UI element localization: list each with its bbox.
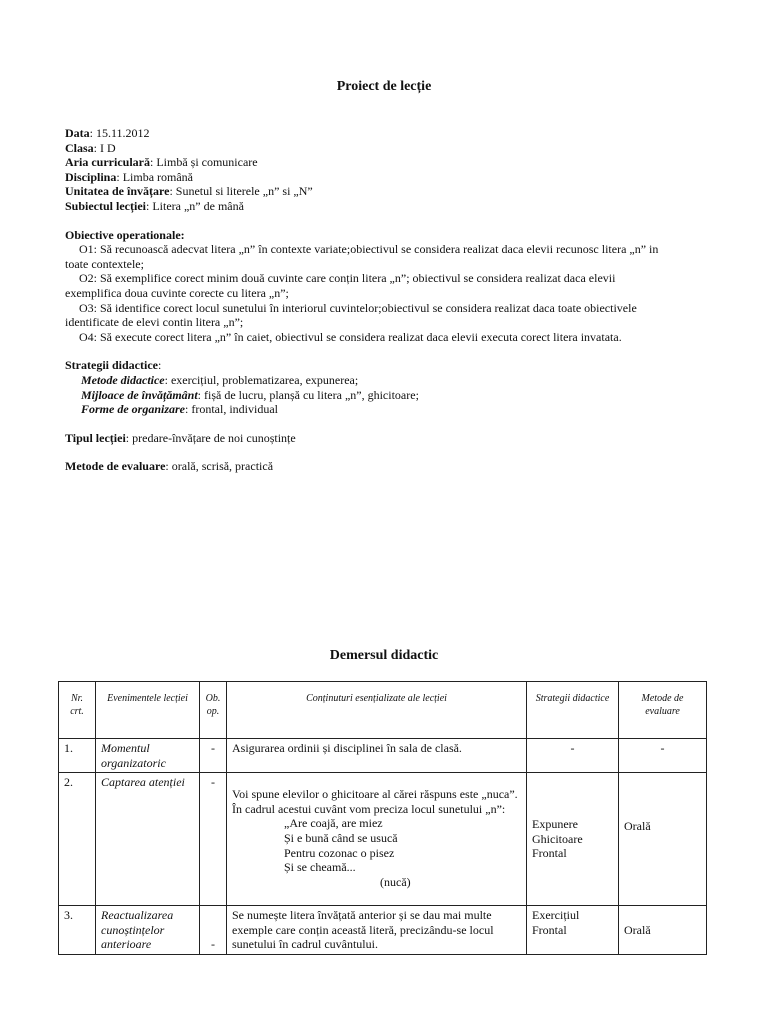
objective-2: O2: Să exemplifice corect minim două cuvinte care conțin litera „n”; obiectivul se considera realizat daca elevii exemplifica doua cuvinte corecte cu litera „n”;	[65, 271, 616, 300]
riddle-answer: (nucă)	[380, 874, 411, 889]
cell-ob: -	[200, 906, 227, 955]
cell-strategies: Expunere Ghicitoare Frontal	[527, 773, 619, 906]
cell-evaluation: -	[619, 739, 707, 773]
cell-event: Momentul organizatoric	[96, 739, 200, 773]
strategy-methods: Metode didactice: exercițiul, problematizarea, expunerea;	[81, 372, 359, 387]
cell-content: Asigurarea ordinii și disciplinei în sala de clasă.	[227, 739, 527, 773]
cell-strategies: -	[527, 739, 619, 773]
poem-line: Și se cheamă...	[284, 860, 356, 875]
cell-ob: -	[200, 773, 227, 906]
field-class: Clasa: I D	[65, 140, 116, 155]
header-content: Conținuturi esențializate ale lecției	[227, 682, 527, 739]
riddle-poem	[232, 816, 521, 889]
field-date: Data: 15.11.2012	[65, 126, 150, 140]
header-nr: Nr. crt.	[59, 682, 96, 739]
field-learning-unit: Unitatea de învățare: Sunetul si literele „n” si „N”	[65, 184, 313, 199]
field-discipline: Disciplina: Limba română	[65, 169, 193, 184]
objective-4: O4: Să execute corect litera „n” în caiet, obiectivul se considera realizat daca elevii executa corect litera invatata.	[79, 329, 622, 344]
objective-3: O3: Să identifice corect locul sunetului în interiorul cuvintelor;obiectivul se considera realizat daca toate obiectivele identificate de elevi contin litera „n”;	[65, 300, 637, 330]
lesson-header	[65, 126, 725, 474]
lesson-steps-table	[58, 681, 707, 955]
lesson-type: Tipul lecției: predare-învățare de noi cunoștințe	[65, 430, 296, 445]
field-lesson-subject: Subiectul lecției: Litera „n” de mână	[65, 198, 244, 213]
strategy-organization: Forme de organizare: frontal, individual	[81, 402, 278, 417]
cell-content	[227, 773, 527, 906]
table-row	[59, 739, 707, 773]
objective-1: O1: Să recunoască adecvat litera „n” în contexte variate;obiectivul se considera realizat daca elevii recunosc litera „n” in toate contextele;	[65, 242, 659, 271]
cell-content: Se numește litera învățată anterior și se dau mai multe exemple care conțin această literă, precizându-se locul sunetului în cadrul cuvântului.	[227, 906, 527, 955]
header-evaluation: Metode de evaluare	[619, 682, 707, 739]
cell-event: Captarea atenției	[96, 773, 200, 906]
cell-strategies: Exercițiul Frontal	[527, 906, 619, 955]
document-title: Proiect de lecție	[336, 79, 432, 94]
table-row	[59, 906, 707, 955]
header-ob: Ob. op.	[200, 682, 227, 739]
cell-event: Reactualizarea cunoștințelor anterioare	[96, 906, 200, 955]
table-row	[59, 773, 707, 906]
strategies-heading: Strategii didactice:	[65, 358, 162, 373]
strategy-resources: Mijloace de învățământ: fișă de lucru, planșă cu litera „n”, ghicitoare;	[81, 387, 419, 402]
poem-line: Și e bună când se usucă	[284, 830, 398, 845]
header-strategies: Strategii didactice	[527, 682, 619, 739]
evaluation-methods: Metode de evaluare: orală, scrisă, practică	[65, 459, 274, 474]
table-title: Demersul didactic	[329, 648, 439, 663]
objectives-heading: Obiective operationale:	[65, 227, 185, 242]
table-header-row	[59, 682, 707, 739]
poem-line: Pentru cozonac o pisez	[284, 845, 395, 860]
cell-evaluation: Orală	[619, 773, 707, 906]
cell-nr: 3.	[59, 906, 96, 955]
cell-ob: -	[200, 739, 227, 773]
cell-evaluation: Orală	[619, 906, 707, 955]
header-events: Evenimentele lecției	[96, 682, 200, 739]
riddle-intro: Voi spune elevilor o ghicitoare al cărei răspuns este „nuca”. În cadrul acestui cuvânt vom preciza locul sunetului „n”:	[232, 787, 518, 816]
field-curricular-area: Aria curriculară: Limbă și comunicare	[65, 155, 258, 170]
cell-nr: 1.	[59, 739, 96, 773]
poem-line: „Are coajă, are miez	[284, 816, 383, 831]
cell-nr: 2.	[59, 773, 96, 906]
